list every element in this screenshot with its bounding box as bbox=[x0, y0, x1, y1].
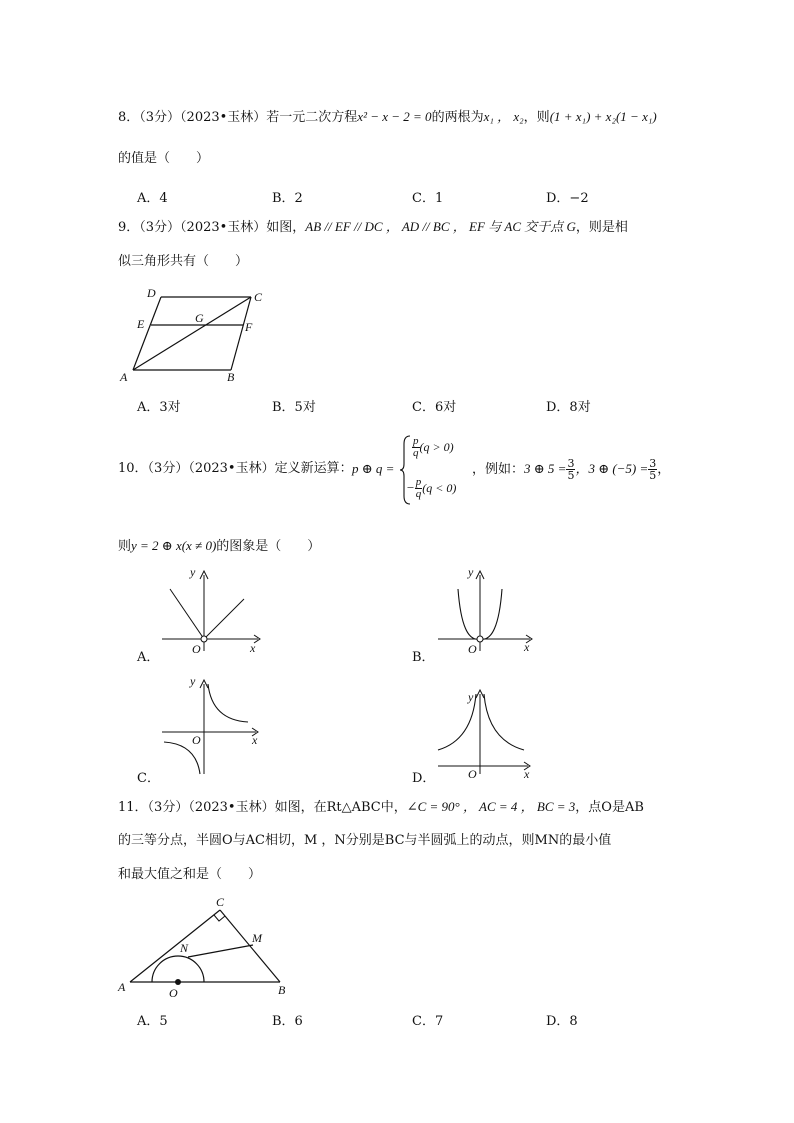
q10-graph-d[interactable] bbox=[434, 686, 544, 781]
q8-line2: 的值是（ ） bbox=[118, 151, 210, 166]
q8-option-c[interactable]: C．1 bbox=[412, 191, 444, 206]
q9-parallelogram-figure bbox=[115, 285, 275, 385]
q11-line1-math: ∠C = 90° ， AC = 4 ， BC = 3 bbox=[406, 799, 576, 814]
q10-op-lhs: p ⊕ q = bbox=[352, 461, 395, 476]
q9-label-a: A bbox=[120, 370, 128, 384]
q11-line1-prefix: 11．（3分）（2023•玉林）如图，在Rt△ABC中， bbox=[118, 800, 407, 815]
q11-label-n: N bbox=[180, 941, 189, 955]
q9-option-a[interactable]: A．3对 bbox=[137, 400, 181, 415]
q10-case1 bbox=[412, 436, 454, 459]
q9-label-d: D bbox=[147, 286, 156, 300]
q8-mid: 的两根为 bbox=[431, 110, 484, 125]
q8-prefix: 8．（3分）（2023•玉林）若一元二次方程 bbox=[118, 110, 358, 125]
q10-option-d[interactable]: D． bbox=[412, 771, 436, 786]
q10-a-origin: O bbox=[192, 642, 201, 656]
q11-option-b[interactable]: B．6 bbox=[272, 1014, 303, 1029]
q10-prefix: 10．（3分）（2023•玉林）定义新运算： bbox=[118, 461, 353, 476]
q10-line2-suffix: 的图象是（ ） bbox=[216, 539, 321, 554]
q10-c-origin: O bbox=[192, 733, 201, 747]
q11-label-a: A bbox=[118, 980, 126, 994]
q10-line2-math: y = 2 ⊕ x(x ≠ 0) bbox=[131, 538, 217, 553]
q9-option-d[interactable]: D．8对 bbox=[546, 400, 591, 415]
q9-label-b: B bbox=[227, 370, 235, 384]
q9-line2: 似三角形共有（ ） bbox=[118, 254, 249, 269]
q10-ex2-lhs: ，3 ⊕ (−5) = bbox=[575, 461, 649, 476]
q11-line1-suffix: ，点O是AB bbox=[575, 800, 644, 815]
q9-option-b[interactable]: B．5对 bbox=[272, 400, 316, 415]
q10-b-y-label: y bbox=[468, 565, 474, 579]
q9-label-c: C bbox=[254, 290, 263, 304]
q10-graph-b[interactable] bbox=[434, 567, 544, 657]
q8-option-b[interactable]: B．2 bbox=[272, 191, 303, 206]
q10-case2-sign: − bbox=[406, 480, 415, 495]
q10-case1-num: p bbox=[413, 435, 419, 447]
q10-option-a[interactable]: A． bbox=[137, 650, 160, 665]
q10-option-c[interactable]: C． bbox=[137, 771, 160, 786]
q10-line2-prefix: 则 bbox=[118, 539, 132, 554]
q10-line2 bbox=[118, 537, 320, 556]
q9-line1 bbox=[118, 218, 628, 237]
q11-label-c: C bbox=[216, 895, 225, 909]
q10-d-x-label: x bbox=[524, 767, 530, 781]
q10-ex1-lhs: 3 ⊕ 5 = bbox=[524, 461, 567, 476]
q10-case2-cond: (q < 0) bbox=[422, 481, 457, 495]
q11-option-a[interactable]: A．5 bbox=[137, 1014, 168, 1029]
q8-expr: (1 + x₁) + x₂(1 − x₁) bbox=[549, 109, 657, 124]
q10-d-y-label: y bbox=[468, 690, 474, 704]
q10-c-x-label: x bbox=[252, 733, 258, 747]
q10-c-y-label: y bbox=[190, 674, 196, 688]
q8-equation: x² − x − 2 = 0 bbox=[357, 109, 432, 124]
q10-case1-den: q bbox=[413, 447, 419, 459]
q11-option-c[interactable]: C．7 bbox=[412, 1014, 444, 1029]
q8-option-d[interactable]: D．−2 bbox=[546, 191, 589, 206]
q8-comma: ，则 bbox=[523, 110, 550, 125]
q11-label-o: O bbox=[169, 986, 178, 1000]
q9-label-e: E bbox=[137, 317, 145, 331]
q10-graph-a[interactable] bbox=[158, 567, 268, 657]
q8-line1 bbox=[118, 108, 657, 127]
q10-a-y-label: y bbox=[190, 565, 196, 579]
q10-a-x-label: x bbox=[250, 641, 256, 655]
q10-example-label: ，例如： bbox=[472, 462, 525, 477]
q10-graph-c[interactable] bbox=[158, 676, 268, 776]
q9-prefix: 9．（3分）（2023•玉林）如图， bbox=[118, 220, 306, 235]
q10-case2 bbox=[406, 477, 456, 500]
q10-ex2-end: ， bbox=[657, 462, 671, 477]
q10-ex2-den: 5 bbox=[649, 469, 657, 482]
q9-suffix: ，则是相 bbox=[575, 220, 628, 235]
q10-case2-den: q bbox=[415, 488, 422, 500]
q10-ex2-num: 3 bbox=[649, 457, 657, 470]
q9-option-c[interactable]: C．6对 bbox=[412, 400, 457, 415]
q9-label-f: F bbox=[245, 320, 253, 334]
q8-option-a[interactable]: A．4 bbox=[137, 191, 168, 206]
q8-roots: x₁ ， x₂ bbox=[483, 109, 524, 124]
q10-ex1-den: 5 bbox=[567, 469, 575, 482]
q11-line1 bbox=[118, 798, 644, 817]
q10-b-origin: O bbox=[468, 642, 477, 656]
q11-label-b: B bbox=[278, 983, 286, 997]
q10-b-x-label: x bbox=[524, 640, 530, 654]
q10-option-b[interactable]: B． bbox=[412, 650, 435, 665]
q11-line3: 和最大值之和是（ ） bbox=[118, 867, 262, 882]
q10-case1-cond: (q > 0) bbox=[419, 440, 454, 454]
q9-cond: AB // EF // DC ， AD // BC ， EF 与 AC 交于点 G bbox=[305, 219, 576, 234]
q11-label-m: M bbox=[252, 931, 262, 945]
q10-ex1-num: 3 bbox=[567, 457, 575, 470]
q11-option-d[interactable]: D．8 bbox=[546, 1014, 578, 1029]
q10-d-origin: O bbox=[468, 767, 477, 781]
q10-examples bbox=[472, 458, 670, 481]
q10-case2-num: p bbox=[415, 476, 422, 488]
q11-line2: 的三等分点，半圆O与AC相切，M ，N分别是BC与半圆弧上的动点，则MN的最小值 bbox=[118, 833, 612, 848]
q11-triangle-figure bbox=[116, 893, 296, 1003]
q9-label-g: G bbox=[195, 311, 204, 325]
